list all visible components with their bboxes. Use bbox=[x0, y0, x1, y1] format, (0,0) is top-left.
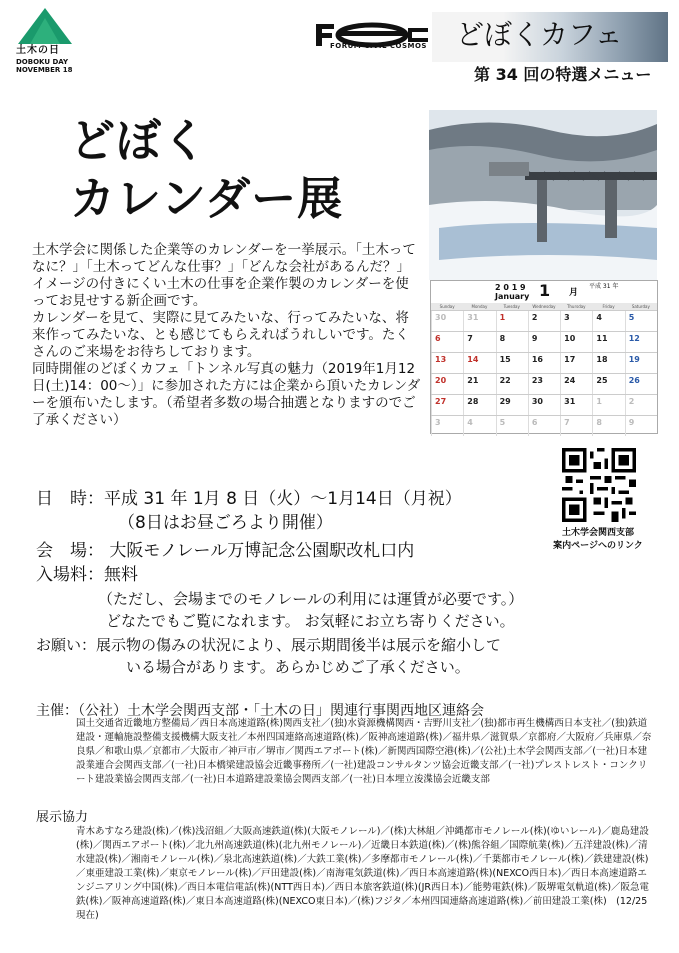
calendar bbox=[430, 280, 658, 434]
calendar-day: 4 bbox=[463, 416, 495, 436]
calendar-day: 3 bbox=[431, 416, 463, 436]
cooperation-list: 青木あすなろ建設(株)／(株)浅沼組／大阪高速鉄道(株)(大阪モノレール)／(株)大林組／沖縄都市モノレール(株)(ゆいレール)／鹿島建設(株)／関西エアポート(株)／北九州高速鉄道(株)(北九州モノレール)／近畿日本鉄道(株)／(株)熊谷組／国際航業(株)／五洋建設(株)／清水建設(株)／湘南モノレール(株)／泉北高速鉄道(株)／大鉄工業(株)／多摩都市モノレール(株)／千葉都市モノレール(株)／鉄建建設(株)／東亜建設工業(株)／東京モノレール(株)／戸田建設(株)／南海電気鉄道(株)／西日本高速道路(株)(NEXCO西日本)／西日本高速道路エンジニアリング中国(株)／西日本電信電話(株)(NTT西日本)／西日本旅客鉄道(株)(JR西日本)／能勢電鉄(株)／阪堺電気軌道(株)／阪急電鉄(株)／阪神高速道路(株)／東日本高速道路(株)(NEXCO東日本)／(株)フジタ／本州四国連絡高速道路(株)／前田建設工業(株) (12/25現在) bbox=[76, 826, 650, 921]
calendar-day: 16 bbox=[528, 353, 560, 373]
bridge-photo bbox=[429, 110, 657, 280]
calendar-week-row bbox=[431, 352, 657, 373]
calendar-day: 8 bbox=[496, 332, 528, 352]
calendar-header bbox=[431, 281, 657, 303]
event-date: 日 時：平成 31 年 1月 8 日（火）～1月14日（月祝） bbox=[36, 489, 462, 509]
calendar-day: 26 bbox=[625, 374, 657, 394]
calendar-day: 2 bbox=[528, 311, 560, 331]
calendar-day: 10 bbox=[560, 332, 592, 352]
calendar-grid bbox=[431, 303, 657, 436]
event-fee: 入場料：無料 bbox=[36, 565, 138, 585]
calendar-dow: Thursday bbox=[566, 304, 586, 309]
calendar-day: 1 bbox=[592, 395, 624, 415]
calendar-day: 5 bbox=[496, 416, 528, 436]
calendar-day: 9 bbox=[528, 332, 560, 352]
intro-paragraph: 同時開催のどぼくカフェ「トンネル写真の魅力（2019年1月12日(土)14：00～）」に参加された方には企業から頂いたカレンダーを頒布いたします。（希望者多数の場合抽選となりますのでご了承ください） bbox=[32, 361, 421, 428]
qr-caption: 土木学会関西支部 案内ページへのリンク bbox=[553, 528, 643, 551]
calendar-dow: Tuesday bbox=[503, 304, 520, 309]
calendar-day: 17 bbox=[560, 353, 592, 373]
calendar-day: 23 bbox=[528, 374, 560, 394]
calendar-day: 28 bbox=[463, 395, 495, 415]
main-title: どぼく カレンダー展 bbox=[70, 114, 344, 225]
calendar-day: 8 bbox=[592, 416, 624, 436]
calendar-week-row bbox=[431, 394, 657, 415]
calendar-day: 21 bbox=[463, 374, 495, 394]
calendar-year: 2 0 1 9 January bbox=[495, 283, 530, 301]
qr-code-icon[interactable] bbox=[562, 448, 636, 522]
calendar-day: 7 bbox=[560, 416, 592, 436]
request-text-2: いる場合があります。あらかじめご了承ください。 bbox=[126, 658, 470, 676]
calendar-day: 18 bbox=[592, 353, 624, 373]
calendar-day: 6 bbox=[528, 416, 560, 436]
calendar-day: 30 bbox=[431, 311, 463, 331]
calendar-day: 30 bbox=[528, 395, 560, 415]
calendar-day: 31 bbox=[463, 311, 495, 331]
calendar-month: 1 bbox=[539, 281, 551, 300]
fee-note: （ただし、会場までのモノレールの利用には運賃が必要です。） bbox=[98, 590, 524, 608]
calendar-month-kanji: 月 bbox=[569, 288, 579, 298]
calendar-day: 27 bbox=[431, 395, 463, 415]
calendar-week-row bbox=[431, 310, 657, 331]
special-menu-label: 第 34 回の特選メニュー bbox=[474, 65, 652, 84]
calendar-week-row bbox=[431, 415, 657, 436]
calendar-dow: Sunday bbox=[439, 304, 455, 309]
calendar-day: 12 bbox=[625, 332, 657, 352]
event-venue: 会 場： 大阪モノレール万博記念公園駅改札口内 bbox=[36, 541, 415, 561]
calendar-day: 7 bbox=[463, 332, 495, 352]
event-date-note: （8日はお昼ごろより開催） bbox=[118, 513, 333, 533]
logo-sub: DOBOKU DAY NOVEMBER 18 bbox=[16, 58, 73, 74]
calendar-week-row bbox=[431, 373, 657, 394]
calendar-dow: Saturday bbox=[631, 304, 650, 309]
calendar-day: 22 bbox=[496, 374, 528, 394]
calendar-day: 13 bbox=[431, 353, 463, 373]
organizers-list: 国土交通省近畿地方整備局／西日本高速道路(株)関西支社／(独)水資源機構関西・吉野川支社／(独)都市再生機構西日本支社／(独)鉄道建設・運輸施設整備支援機構大阪支社／本州四国連絡高速道路(株)／阪神高速道路(株)／福井県／滋賀県／京都府／大阪府／兵庫県／奈良県／和歌山県／京都市／大阪市／神戸市／堺市／関西エアポート(株)／新関西国際空港(株)／(公社)土木学会関西支部／(一社)日本建設業連合会関西支部／(一社)日本橋梁建設協会近畿事務所／(一社)建設コンサルタンツ協会近畿支部／(一社)プレストレスト・コンクリート建設業協会関西支部／(一社)日本道路建設業協会関西支部／(一社)日本埋立浚渫協会近畿支部 bbox=[76, 718, 652, 785]
calendar-day: 19 bbox=[625, 353, 657, 373]
request-text: お願い：展示物の傷みの状況により、展示期間後半は展示を縮小して bbox=[36, 636, 502, 654]
calendar-dow-row bbox=[431, 303, 657, 310]
calendar-dow: Monday bbox=[471, 304, 488, 309]
calendar-day: 5 bbox=[625, 311, 657, 331]
cooperation-title: 展示協力 bbox=[36, 810, 89, 825]
calendar-day: 3 bbox=[560, 311, 592, 331]
calendar-dow: Friday bbox=[602, 304, 615, 309]
intro-text bbox=[32, 242, 422, 429]
calendar-day: 14 bbox=[463, 353, 495, 373]
calendar-day: 15 bbox=[496, 353, 528, 373]
calendar-day: 31 bbox=[560, 395, 592, 415]
fcc-subtitle: FORUM CIVIL COSMOS bbox=[330, 42, 427, 50]
calendar-day: 4 bbox=[592, 311, 624, 331]
calendar-day: 1 bbox=[496, 311, 528, 331]
calendar-era: 平成 31 年 bbox=[589, 283, 619, 290]
cafe-title: どぼくカフェ bbox=[456, 18, 623, 51]
fcc-logo-icon bbox=[312, 16, 430, 56]
calendar-day: 24 bbox=[560, 374, 592, 394]
calendar-day: 6 bbox=[431, 332, 463, 352]
calendar-day: 29 bbox=[496, 395, 528, 415]
calendar-day: 20 bbox=[431, 374, 463, 394]
logo-text: 土木の日 bbox=[16, 45, 60, 56]
calendar-day: 2 bbox=[625, 395, 657, 415]
calendar-day: 11 bbox=[592, 332, 624, 352]
calendar-dow: Wednesday bbox=[532, 304, 556, 309]
calendar-day: 9 bbox=[625, 416, 657, 436]
fee-note-2: どなたでもご覧になれます。 お気軽にお立ち寄りください。 bbox=[106, 612, 515, 630]
calendar-day: 25 bbox=[592, 374, 624, 394]
intro-paragraph: 土木学会に関係した企業等のカレンダーを一挙展示。「土木ってなに？」「土木ってどんな仕事？」「どんな会社があるんだ？」イメージの付きにくい土木の仕事を企業作製のカレンダーを使ってお見せする新企画です。 bbox=[32, 242, 416, 309]
doboku-day-logo-icon bbox=[18, 8, 72, 44]
intro-paragraph: カレンダーを見て、実際に見てみたいな、行ってみたいな、将来作ってみたいな、とも感じてもらえればうれしいです。たくさんのご来場をお待ちしております。 bbox=[32, 310, 409, 360]
organizers-title: 主催：（公社）土木学会関西支部・「土木の日」関連行事関西地区連絡会 bbox=[36, 703, 484, 719]
calendar-week-row bbox=[431, 331, 657, 352]
